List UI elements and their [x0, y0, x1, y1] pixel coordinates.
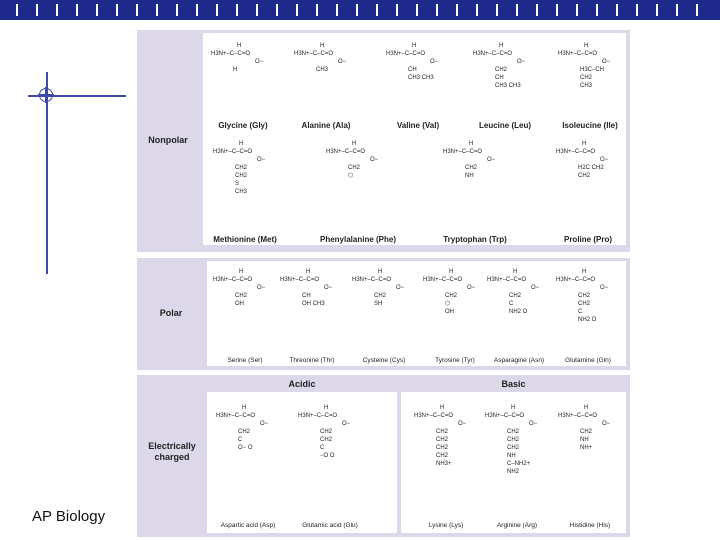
side-chain-group: CH3 CH3	[408, 75, 434, 81]
side-chain-group: S	[235, 181, 240, 187]
title-bar-tick	[76, 4, 78, 16]
backbone-carboxylate: O−	[396, 285, 405, 291]
backbone-main: H3N+–C–C=O	[414, 413, 454, 419]
side-chain-group: CH2	[235, 165, 248, 171]
side-chain-group: NH3+	[436, 461, 452, 467]
title-bar-tick	[96, 4, 98, 16]
side-chain-group: CH2	[507, 429, 520, 435]
title-bar-tick	[496, 4, 498, 16]
amino-acid-structure	[473, 42, 537, 90]
side-chain-group: CH2	[436, 453, 449, 459]
backbone-h: H	[513, 269, 518, 275]
backbone-h: H	[378, 269, 383, 275]
backbone-main: H3N+–C–C=O	[213, 149, 253, 155]
backbone-h: H	[242, 405, 247, 411]
polar-category-label: Polar	[159, 308, 183, 318]
amino-acid-structure	[556, 268, 620, 324]
backbone-main: H3N+–C–C=O	[556, 277, 596, 283]
amino-acid-name: Cysteine (Cys)	[362, 357, 406, 364]
backbone-main: H3N+–C–C=O	[298, 413, 338, 419]
side-chain-group: CH2	[465, 165, 478, 171]
backbone-carboxylate: O−	[458, 421, 467, 427]
title-bar-tick	[436, 4, 438, 16]
side-chain-group: OH	[235, 301, 244, 307]
title-bar-tick	[516, 4, 518, 16]
side-chain-group: C	[320, 445, 325, 451]
backbone-h: H	[306, 269, 311, 275]
title-bar-tick	[236, 4, 238, 16]
backbone-h: H	[584, 405, 589, 411]
side-chain-group: CH	[408, 67, 417, 73]
amino-acid-structure	[326, 140, 390, 180]
title-bar-tick	[336, 4, 338, 16]
backbone-main: H3N+–C–C=O	[294, 51, 334, 57]
title-bar	[0, 0, 720, 20]
backbone-h: H	[469, 141, 474, 147]
backbone-h: H	[239, 269, 244, 275]
side-chain-group: CH3	[580, 83, 593, 89]
side-chain-group: ⬡	[445, 301, 451, 307]
side-chain-group: CH2	[235, 173, 248, 179]
title-bar-tick	[356, 4, 358, 16]
backbone-h: H	[499, 43, 504, 49]
backbone-main: H3N+–C–C=O	[216, 413, 256, 419]
crosshair-icon	[39, 88, 53, 102]
backbone-h: H	[239, 141, 244, 147]
side-chain-group: NH2 O	[509, 309, 528, 315]
backbone-main: H3N+–C–C=O	[485, 413, 525, 419]
amino-acid-structure	[485, 404, 549, 476]
side-chain-group: C	[238, 437, 243, 443]
title-bar-tick	[636, 4, 638, 16]
backbone-carboxylate: O−	[370, 157, 379, 163]
side-chain-group: CH3	[235, 189, 248, 195]
side-chain-group: −O O	[320, 453, 335, 459]
amino-acid-structure	[280, 268, 344, 308]
title-bar-tick	[296, 4, 298, 16]
amino-acid-name: Valine (Val)	[396, 121, 440, 130]
title-bar-tick	[36, 4, 38, 16]
amino-acid-structure	[386, 42, 450, 82]
backbone-carboxylate: O−	[602, 59, 611, 65]
backbone-main: H3N+–C–C=O	[423, 277, 463, 283]
side-chain-group: OH CH3	[302, 301, 325, 307]
backbone-carboxylate: O−	[600, 157, 609, 163]
backbone-carboxylate: O−	[529, 421, 538, 427]
title-bar-tick	[136, 4, 138, 16]
side-chain-group: CH3	[316, 67, 329, 73]
side-chain-group: OH	[445, 309, 454, 315]
amino-acid-structure	[211, 42, 275, 74]
backbone-carboxylate: O−	[342, 421, 351, 427]
amino-acid-name: Glutamic acid (Glu)	[302, 522, 358, 529]
side-chain-group: CH3 CH3	[495, 83, 521, 89]
side-chain-group: CH2	[374, 293, 387, 299]
title-bar-tick	[536, 4, 538, 16]
backbone-main: H3N+–C–C=O	[558, 413, 598, 419]
side-chain-group: ⬡	[348, 173, 354, 179]
amino-acid-name: Lysine (Lys)	[428, 522, 464, 529]
backbone-carboxylate: O−	[257, 157, 266, 163]
amino-acid-structure	[423, 268, 487, 316]
side-chain-group: CH2	[580, 429, 593, 435]
backbone-main: H3N+–C–C=O	[558, 51, 598, 57]
amino-acid-name: Arginine (Arg)	[496, 522, 538, 529]
side-chain-group: NH	[507, 453, 516, 459]
side-chain-group: H2C CH2	[578, 165, 604, 171]
side-chain-group: CH2	[235, 293, 248, 299]
side-chain-group: NH2 O	[578, 317, 597, 323]
amino-acid-structure	[294, 42, 358, 74]
backbone-main: H3N+–C–C=O	[352, 277, 392, 283]
title-bar-tick	[696, 4, 698, 16]
title-bar-tick	[156, 4, 158, 16]
amino-acid-name: Tyrosine (Tyr)	[435, 357, 475, 364]
title-bar-tick	[316, 4, 318, 16]
backbone-main: H3N+–C–C=O	[211, 51, 251, 57]
title-bar-tick	[276, 4, 278, 16]
side-chain-group: NH	[580, 437, 589, 443]
backbone-carboxylate: O−	[600, 285, 609, 291]
amino-acid-name: Glycine (Gly)	[218, 121, 268, 130]
side-chain-group: CH2	[495, 67, 508, 73]
amino-acid-name: Aspartic acid (Asp)	[220, 522, 276, 529]
backbone-carboxylate: O−	[602, 421, 611, 427]
backbone-carboxylate: O−	[531, 285, 540, 291]
side-chain-group: CH2	[507, 437, 520, 443]
backbone-carboxylate: O−	[487, 157, 496, 163]
side-chain-group: O− O	[238, 445, 253, 451]
side-chain-group: CH2	[578, 173, 591, 179]
title-bar-tick	[256, 4, 258, 16]
amino-acid-name: Isoleucine (Ile)	[562, 121, 618, 130]
backbone-h: H	[582, 141, 587, 147]
backbone-carboxylate: O−	[255, 59, 264, 65]
backbone-h: H	[237, 43, 242, 49]
title-bar-tick	[396, 4, 398, 16]
backbone-carboxylate: O−	[467, 285, 476, 291]
amino-acid-name: Serine (Ser)	[227, 357, 263, 364]
amino-acid-name: Histidine (His)	[569, 522, 611, 529]
title-bar-tick	[176, 4, 178, 16]
side-chain-group: C–NH2+	[507, 461, 531, 467]
title-bar-tick	[196, 4, 198, 16]
side-chain-group: CH2	[445, 293, 458, 299]
backbone-carboxylate: O−	[430, 59, 439, 65]
side-chain-group: CH2	[436, 445, 449, 451]
amino-acid-name: Threonine (Thr)	[289, 357, 335, 364]
title-bar-tick	[616, 4, 618, 16]
title-bar-tick	[596, 4, 598, 16]
backbone-carboxylate: O−	[338, 59, 347, 65]
backbone-main: H3N+–C–C=O	[556, 149, 596, 155]
backbone-main: H3N+–C–C=O	[213, 277, 253, 283]
title-bar-tick	[556, 4, 558, 16]
side-chain-group: CH2	[238, 429, 251, 435]
backbone-main: H3N+–C–C=O	[326, 149, 366, 155]
side-chain-group: CH	[302, 293, 311, 299]
backbone-carboxylate: O−	[517, 59, 526, 65]
backbone-carboxylate: O−	[260, 421, 269, 427]
backbone-h: H	[449, 269, 454, 275]
side-chain-group: NH2	[507, 469, 520, 475]
charged-panel	[137, 375, 630, 537]
amino-acid-structure	[556, 140, 620, 180]
amino-acid-name: Alanine (Ala)	[301, 121, 351, 130]
side-chain-group: CH2	[578, 293, 591, 299]
backbone-main: H3N+–C–C=O	[386, 51, 426, 57]
backbone-carboxylate: O−	[324, 285, 333, 291]
title-bar-tick	[576, 4, 578, 16]
amino-acid-structure	[213, 140, 277, 196]
amino-acid-structure	[298, 404, 362, 460]
amino-acid-structure	[558, 404, 622, 452]
amino-acid-name: Proline (Pro)	[563, 235, 612, 244]
amino-acid-name: Leucine (Leu)	[478, 121, 531, 130]
amino-acid-name: Asparagine (Asn)	[493, 357, 545, 364]
amino-acid-structure	[216, 404, 280, 452]
amino-acid-structure	[352, 268, 416, 308]
side-chain-group: C	[509, 301, 514, 307]
amino-acid-structure	[443, 140, 507, 180]
basic-heading: Basic	[501, 379, 526, 389]
title-bar-tick	[16, 4, 18, 16]
side-chain-group: CH2	[436, 437, 449, 443]
side-chain-group: NH+	[580, 445, 593, 451]
side-chain-group: CH2	[320, 437, 333, 443]
backbone-carboxylate: O−	[257, 285, 266, 291]
side-chain-group: CH2	[580, 75, 593, 81]
backbone-h: H	[352, 141, 357, 147]
amino-acid-name: Glutamine (Gln)	[565, 357, 611, 364]
backbone-main: H3N+–C–C=O	[473, 51, 513, 57]
backbone-h: H	[584, 43, 589, 49]
charged-category-label: Electrically charged	[148, 441, 196, 462]
backbone-main: H3N+–C–C=O	[487, 277, 527, 283]
course-title: AP Biology	[32, 508, 106, 525]
backbone-main: H3N+–C–C=O	[443, 149, 483, 155]
acidic-heading: Acidic	[288, 379, 316, 389]
side-chain-group: CH2	[578, 301, 591, 307]
title-bar-tick	[416, 4, 418, 16]
backbone-h: H	[320, 43, 325, 49]
side-chain-group: CH2	[348, 165, 361, 171]
title-bar-tick	[476, 4, 478, 16]
title-bar-tick	[216, 4, 218, 16]
title-bar-tick	[656, 4, 658, 16]
side-chain-group: H3C–CH	[580, 67, 605, 73]
amino-acid-structure	[558, 42, 622, 90]
backbone-h: H	[324, 405, 329, 411]
backbone-h: H	[582, 269, 587, 275]
nonpolar-category-label: Nonpolar	[148, 135, 188, 145]
side-chain-group: NH	[465, 173, 474, 179]
amino-acid-name: Tryptophan (Trp)	[443, 235, 507, 244]
side-chain-group: CH2	[436, 429, 449, 435]
backbone-h: H	[511, 405, 516, 411]
side-chain-group: H	[233, 67, 238, 73]
side-chain-group: CH2	[509, 293, 522, 299]
title-bar-tick	[456, 4, 458, 16]
backbone-main: H3N+–C–C=O	[280, 277, 320, 283]
backbone-h: H	[440, 405, 445, 411]
backbone-h: H	[412, 43, 417, 49]
amino-acid-structure	[213, 268, 277, 308]
title-bar-tick	[116, 4, 118, 16]
amino-acid-name: Methionine (Met)	[213, 235, 277, 244]
side-chain-group: SH	[374, 301, 383, 307]
title-bar-tick	[376, 4, 378, 16]
amino-acid-structure	[414, 404, 478, 468]
side-chain-group: C	[578, 309, 583, 315]
side-chain-group: CH2	[507, 445, 520, 451]
amino-acid-name: Phenylalanine (Phe)	[319, 235, 397, 244]
side-chain-group: CH	[495, 75, 504, 81]
title-bar-tick	[676, 4, 678, 16]
title-bar-tick	[56, 4, 58, 16]
amino-acid-structure	[487, 268, 551, 316]
side-chain-group: CH2	[320, 429, 333, 435]
